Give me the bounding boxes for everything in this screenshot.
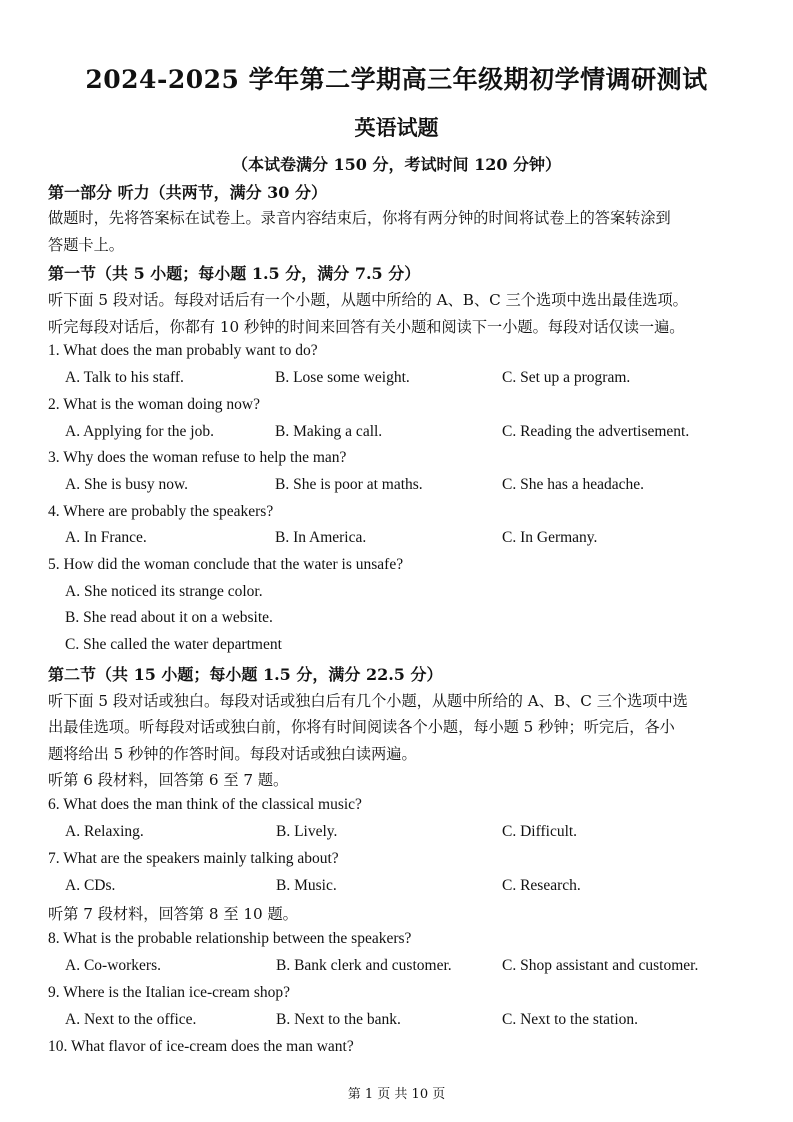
part1-intro-line: 答题卡上。 — [48, 236, 124, 254]
section1-intro-line: 听完每段对话后，你都有 10 秒钟的时间来回答有关小题和阅读下一小题。每段对话仅读一遍。 — [48, 318, 685, 336]
page-footer: 第 1 页 共 10 页 — [347, 1087, 446, 1102]
option-b: B. Music. — [276, 877, 337, 894]
option-b: B. Lose some weight. — [275, 369, 410, 386]
subject-title: 英语试题 — [354, 115, 439, 140]
question-stem: 2. What is the woman doing now? — [48, 396, 260, 413]
option-c: C. Shop assistant and customer. — [502, 957, 699, 974]
option-a: A. CDs. — [65, 877, 116, 894]
option-c: C. Next to the station. — [502, 1011, 639, 1028]
question-stem: 4. Where are probably the speakers? — [48, 503, 274, 520]
material-7-instruction: 听第 7 段材料，回答第 8 至 10 题。 — [48, 905, 298, 923]
question-stem: 8. What is the probable relationship between the speakers? — [48, 930, 412, 947]
option-c: C. Difficult. — [502, 823, 578, 840]
option-c: C. Research. — [502, 877, 581, 894]
question-stem: 6. What does the man think of the classical music? — [48, 796, 362, 813]
option-a: A. Relaxing. — [65, 823, 144, 840]
option-a: A. Applying for the job. — [65, 423, 214, 440]
section1-heading: 第一节（共 5 小题；每小题 1.5 分，满分 7.5 分） — [48, 264, 421, 283]
question-stem: 1. What does the man probably want to do? — [48, 342, 318, 359]
option-c: C. Set up a program. — [502, 369, 631, 386]
option-c: C. She called the water department — [65, 636, 282, 653]
question-stem: 10. What flavor of ice-cream does the man want? — [48, 1038, 354, 1055]
exam-note: （本试卷满分 150 分，考试时间 120 分钟） — [231, 155, 562, 174]
question-stem: 7. What are the speakers mainly talking about? — [48, 850, 339, 867]
question-stem: 9. Where is the Italian ice-cream shop? — [48, 984, 291, 1001]
section2-heading: 第二节（共 15 小题；每小题 1.5 分，满分 22.5 分） — [48, 665, 443, 684]
option-b: B. Next to the bank. — [276, 1011, 401, 1028]
part1-intro-line: 做题时，先将答案标在试卷上。录音内容结束后，你将有两分钟的时间将试卷上的答案转涂到 — [48, 209, 671, 227]
option-a: A. Co-workers. — [65, 957, 161, 974]
option-c: C. She has a headache. — [502, 476, 645, 493]
section2-intro-line: 题将给出 5 秒钟的作答时间。每段对话或独白读两遍。 — [48, 745, 417, 763]
material-6-instruction: 听第 6 段材料，回答第 6 至 7 题。 — [48, 771, 289, 789]
option-b: B. In America. — [275, 529, 367, 546]
section2-intro-line: 出最佳选项。听每段对话或独白前，你将有时间阅读各个小题，每小题 5 秒钟；听完后，各小 — [48, 718, 675, 736]
option-b: B. She read about it on a website. — [65, 609, 273, 626]
option-a: A. Next to the office. — [65, 1011, 197, 1028]
option-a: A. Talk to his staff. — [65, 369, 184, 386]
option-c: C. In Germany. — [502, 529, 598, 546]
option-a: A. She is busy now. — [65, 476, 189, 493]
option-b: B. She is poor at maths. — [275, 476, 423, 493]
section1-intro-line: 听下面 5 段对话。每段对话后有一个小题，从题中所给的 A、B、C 三个选项中选出最佳选项。 — [48, 291, 688, 309]
question-stem: 3. Why does the woman refuse to help the man? — [48, 449, 347, 466]
part1-heading: 第一部分 听力（共两节，满分 30 分） — [48, 183, 327, 202]
option-b: B. Lively. — [276, 823, 338, 840]
option-b: B. Bank clerk and customer. — [276, 957, 452, 974]
option-c: C. Reading the advertisement. — [502, 423, 690, 440]
option-a: A. She noticed its strange color. — [65, 583, 263, 600]
exam-title: 2024-2025 学年第二学期高三年级期初学情调研测试 — [85, 65, 708, 94]
section2-intro-line: 听下面 5 段对话或独白。每段对话或独白后有几个小题，从题中所给的 A、B、C 三个选项中选 — [48, 692, 688, 710]
question-stem: 5. How did the woman conclude that the water is unsafe? — [48, 556, 404, 573]
option-a: A. In France. — [65, 529, 147, 546]
option-b: B. Making a call. — [275, 423, 383, 440]
